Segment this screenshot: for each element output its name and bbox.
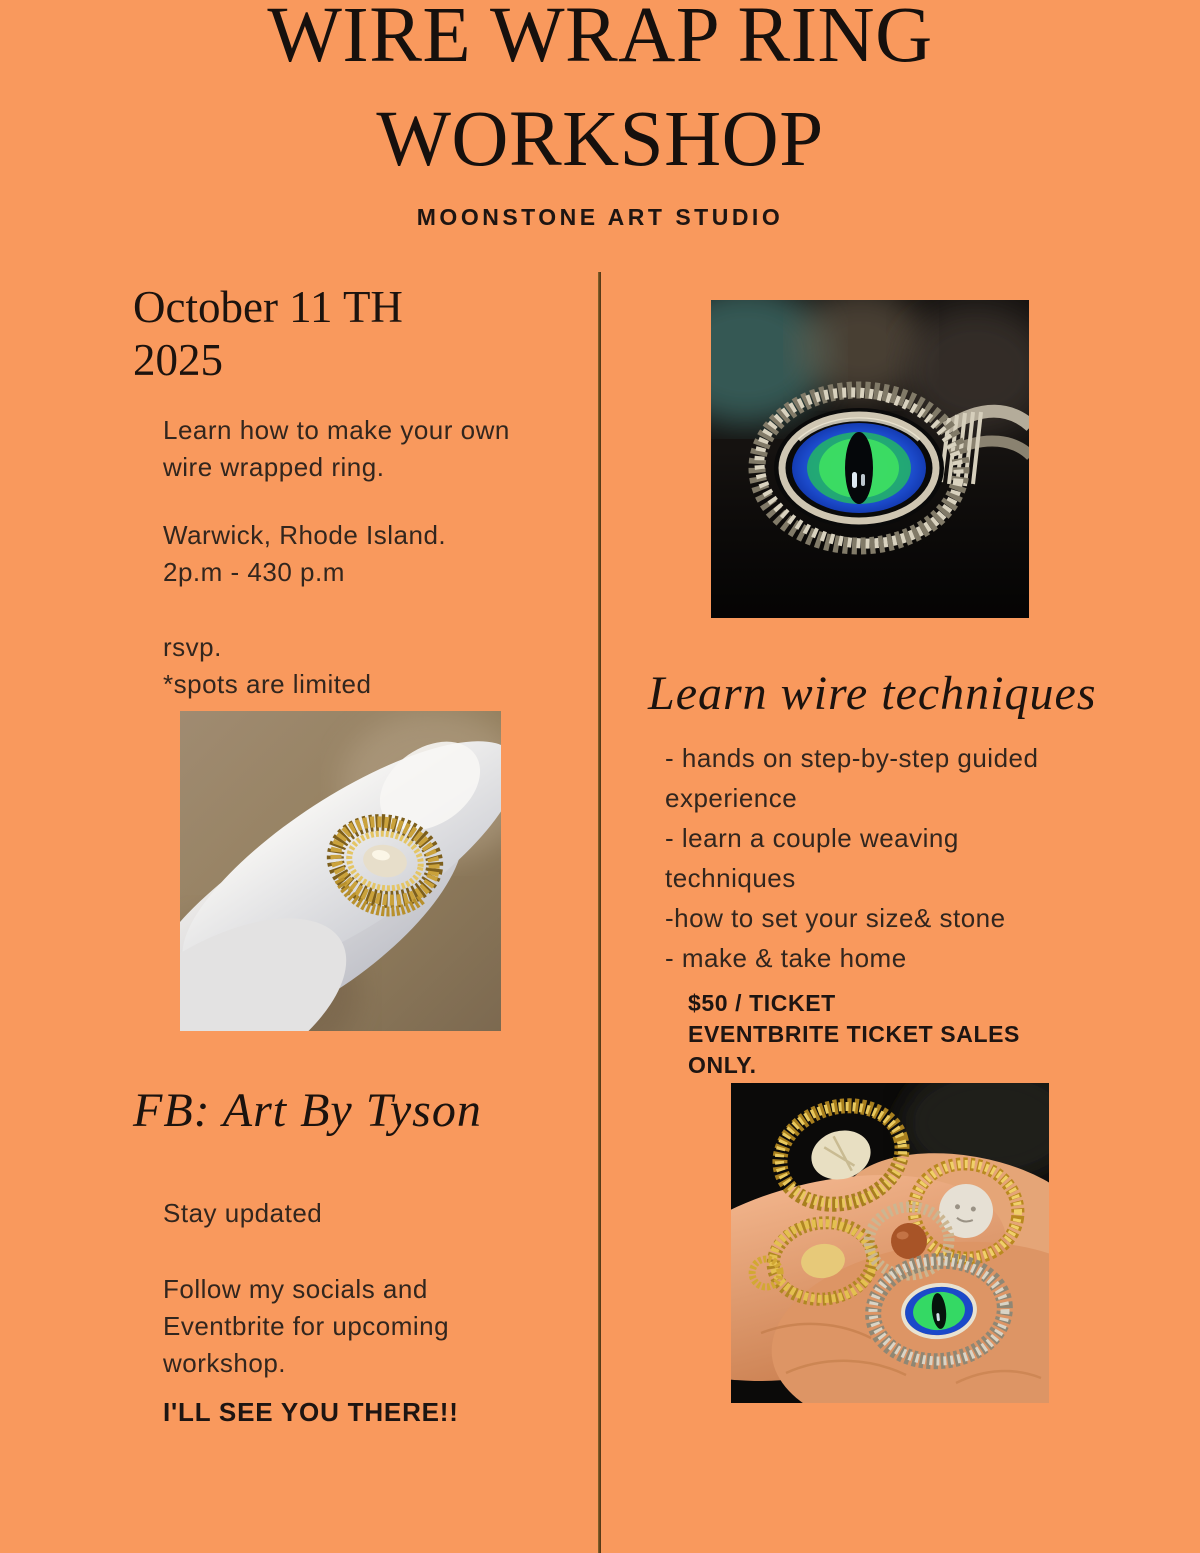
dragon-eye-ring-photo [711, 300, 1029, 618]
rsvp-text: rsvp. [163, 632, 222, 662]
vertical-divider [598, 272, 601, 1553]
stay-updated-text: Stay updated [163, 1198, 323, 1228]
rings-collection-photo [731, 1083, 1049, 1403]
location-text: Warwick, Rhode Island. [163, 520, 447, 550]
ticket-sales-note: EVENTBRITE TICKET SALES ONLY. [688, 1021, 1020, 1078]
techniques-heading: Learn wire techniques [648, 667, 1097, 720]
facebook-handle: FB: Art By Tyson [133, 1084, 482, 1137]
ticket-price: $50 / TICKET [688, 990, 836, 1016]
spots-limited-text: *spots are limited [163, 669, 372, 699]
glove-ring-photo [180, 711, 501, 1031]
intro-text: Learn how to make your own wire wrapped ring. [163, 415, 510, 482]
event-date-line-2: 2025 [133, 335, 223, 385]
rsvp-note [163, 629, 583, 703]
closing-text: I'LL SEE YOU THERE!! [163, 1397, 459, 1427]
list-item: - learn a couple weaving techniques [665, 823, 959, 893]
event-date [133, 281, 403, 387]
list-item: - make & take home [665, 943, 907, 973]
time-text: 2p.m - 430 p.m [163, 557, 345, 587]
location-time [163, 517, 583, 591]
event-date-line-1: October 11 TH [133, 282, 403, 332]
list-item: - hands on step-by-step guided experience [665, 743, 1039, 813]
title-line-2: WORKSHOP [376, 96, 824, 183]
studio-subtitle: MOONSTONE ART STUDIO [416, 204, 784, 230]
follow-socials-text: Follow my socials and Eventbrite for upcoming workshop. [163, 1274, 450, 1378]
page-title [0, 0, 1200, 192]
list-item: -how to set your size& stone [665, 903, 1006, 933]
eye-pupil [845, 432, 873, 504]
techniques-list [665, 738, 1057, 978]
ticket-info [688, 988, 1038, 1081]
title-line-1: WIRE WRAP RING [267, 0, 933, 79]
